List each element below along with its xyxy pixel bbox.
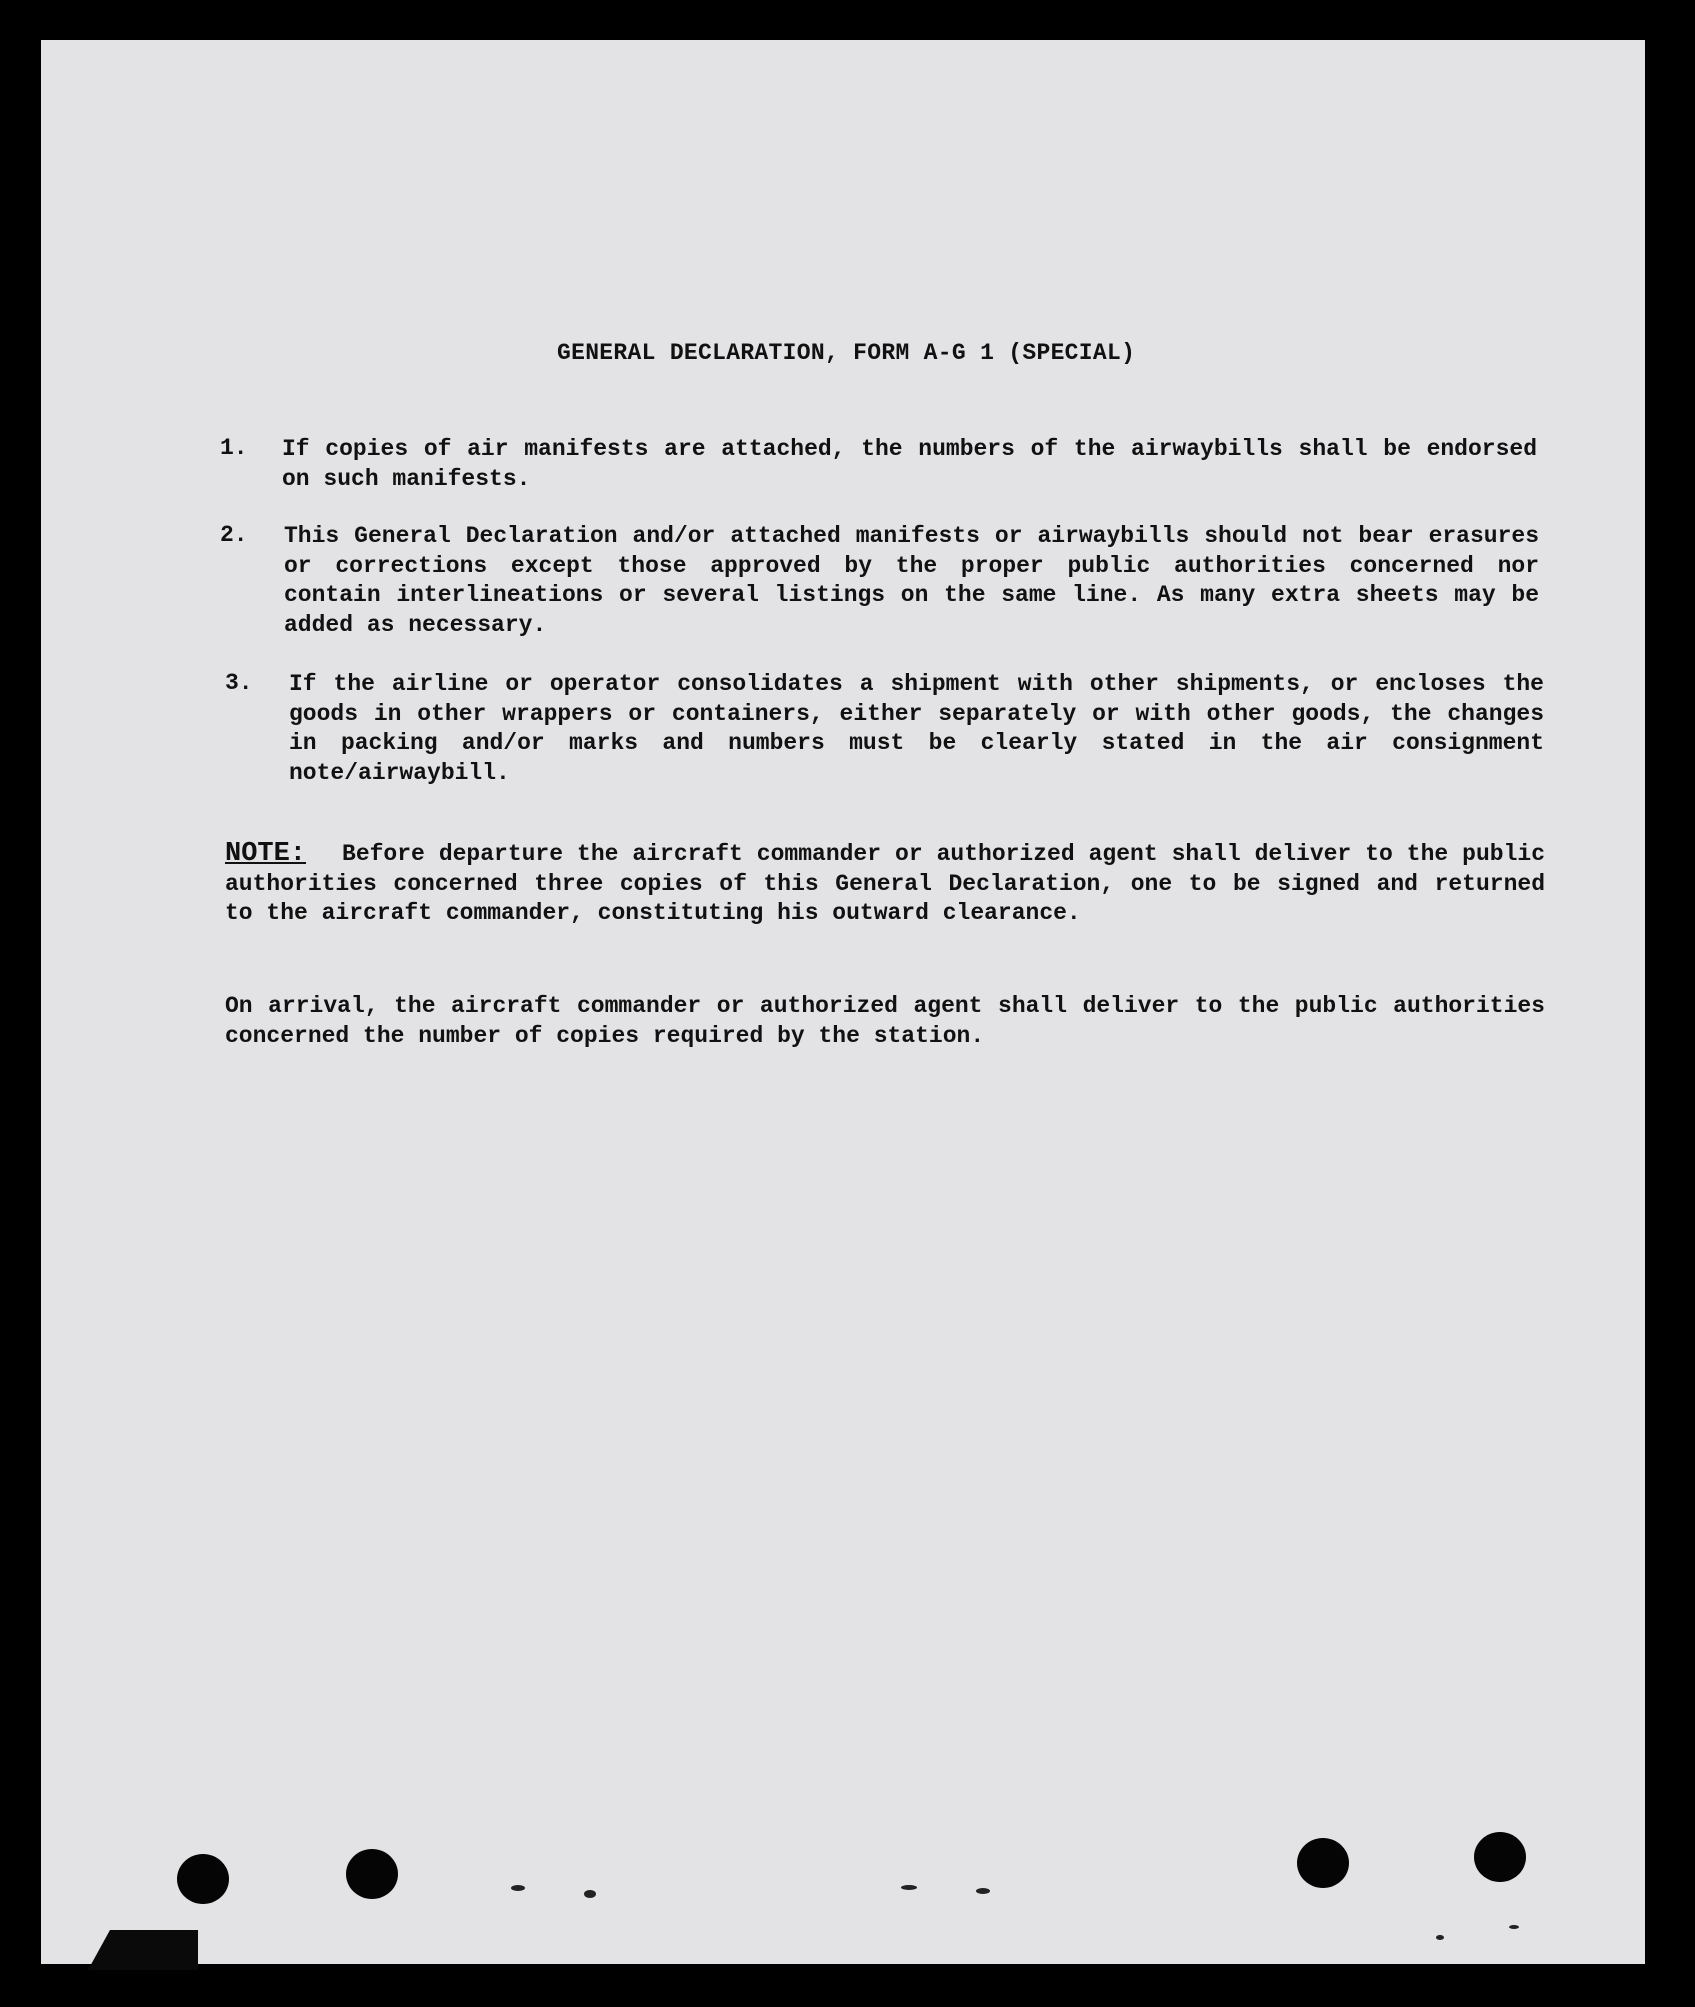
ink-speck — [901, 1885, 917, 1890]
item-2-number: 2. — [220, 522, 248, 548]
ink-speck — [976, 1888, 990, 1894]
note-paragraph — [225, 840, 1545, 929]
document-page — [41, 40, 1645, 1964]
punch-hole-4 — [1474, 1832, 1526, 1882]
punch-hole-3 — [1297, 1838, 1349, 1888]
document-title: GENERAL DECLARATION, FORM A-G 1 (SPECIAL) — [557, 340, 1136, 366]
ink-speck — [1509, 1925, 1519, 1929]
ink-speck — [1436, 1935, 1444, 1940]
arrival-paragraph: On arrival, the aircraft commander or authorized agent shall deliver to the public authorities concerned the number of copies required by the station. — [225, 993, 1545, 1049]
punch-hole-1 — [177, 1854, 229, 1904]
ink-speck — [584, 1890, 596, 1898]
note-label: NOTE: — [225, 839, 307, 869]
item-2-text: This General Declaration and/or attached manifests or airwaybills should not bear erasures or corrections except those approved by the proper public authorities concerned nor contain interlineations or several listings on the same line. As many extra sheets may be added as necessary. — [284, 523, 1539, 638]
punch-hole-2 — [346, 1849, 398, 1899]
ink-speck — [511, 1885, 525, 1891]
item-1-number: 1. — [220, 435, 248, 461]
item-3-text: If the airline or operator consolidates a shipment with other shipments, or encloses the goods in other wrappers or containers, either separately or with other goods, the changes in packing and/or marks and numbers must be clearly stated in the air consignment note/airwaybill. — [289, 671, 1544, 786]
item-1-text: If copies of air manifests are attached, the numbers of the airwaybills shall be endorsed on such manifests. — [282, 436, 1537, 492]
note-text: Before departure the aircraft commander or authorized agent shall deliver to the public authorities concerned three copies of this General Declaration, one to be signed and returned to the aircraft commander, constituting his outward clearance. — [225, 841, 1545, 926]
item-3-number: 3. — [225, 670, 253, 696]
